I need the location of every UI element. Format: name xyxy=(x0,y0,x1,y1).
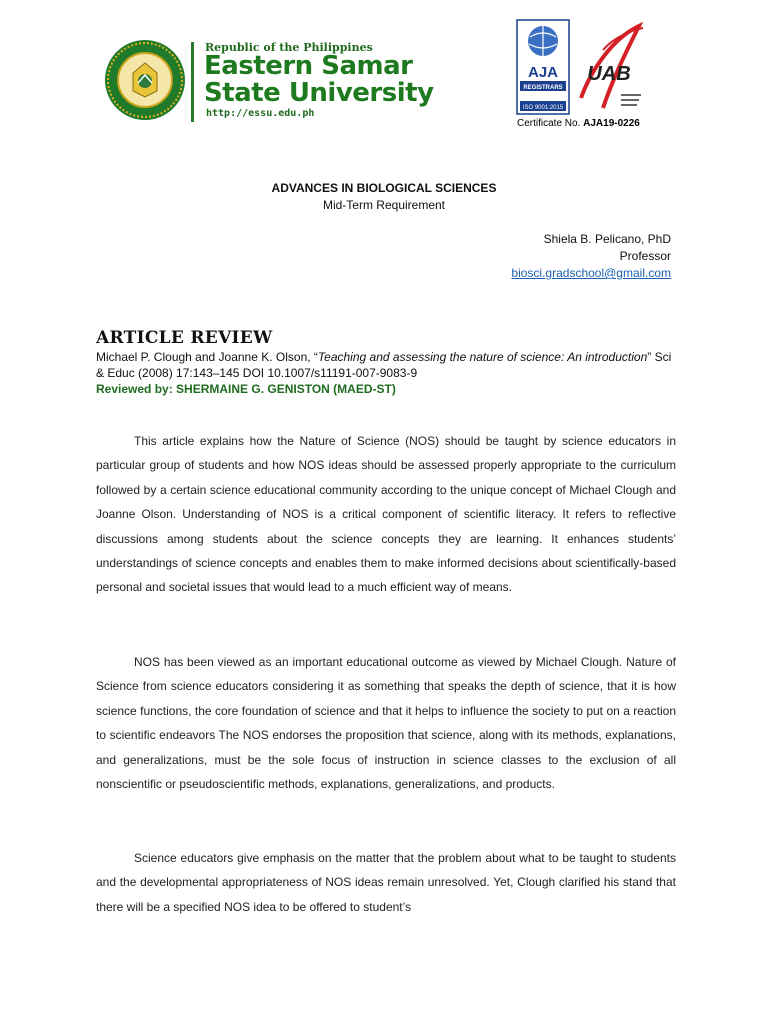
university-name-line2: State University xyxy=(204,78,434,108)
certificate-number xyxy=(517,118,640,129)
aja-logo-text: AJA xyxy=(527,64,559,81)
course-title: ADVANCES IN BIOLOGICAL SCIENCES xyxy=(271,181,497,195)
aja-registrars-logo xyxy=(516,19,570,115)
uab-accreditation-logo xyxy=(573,20,645,116)
certificate-value: AJA19-0226 xyxy=(583,118,640,129)
university-name-line1: Eastern Samar xyxy=(204,51,413,81)
article-review-heading: ARTICLE REVIEW xyxy=(96,328,273,348)
university-seal-logo xyxy=(104,39,186,121)
republic-label: Republic of the Philippines xyxy=(205,41,373,54)
aja-iso-text: ISO 9001:2015 xyxy=(522,105,564,111)
university-url: http://essu.edu.ph xyxy=(206,108,315,119)
certificate-label: Certificate No. xyxy=(517,118,581,129)
professor-block xyxy=(511,231,671,282)
body-paragraph: Science educators give emphasis on the matter that the problem about what to be taught to students and the developmental appropriateness of NOS ideas remain unresolved. Yet, Clough clarified his stand that there will be a specified NOS idea to be offered to student’s xyxy=(96,851,676,914)
university-name xyxy=(204,53,434,107)
professor-name: Shiela B. Pelicano, PhD xyxy=(543,232,671,246)
article-citation xyxy=(96,349,676,381)
professor-title: Professor xyxy=(619,249,671,263)
professor-email-link[interactable]: biosci.gradschool@gmail.com xyxy=(511,266,671,280)
body-paragraph: NOS has been viewed as an important educational outcome as viewed by Michael Clough. Nature of Science from science educators considering it as something that speaks the depth of science, that it is how science functions, the core foundation of science and that it helps to influence the society to put on a reaction to scientific endeavors The NOS endorses the proposition that science, along with its methods, explanations, and generalizations, must be the sole focus of instruction in science classes to the exclusion of all nonscientific or pseudoscientific methods, explanations, generalizations, and products. xyxy=(96,655,676,792)
citation-article-title: Teaching and assessing the nature of science: An introduction xyxy=(317,350,648,364)
reviewed-by: Reviewed by: SHERMAINE G. GENISTON (MAED-ST) xyxy=(96,382,396,396)
header-divider xyxy=(191,42,194,122)
aja-registrars-text: REGISTRARS xyxy=(523,85,563,91)
uab-logo-text: UAB xyxy=(587,63,631,85)
body-paragraph: This article explains how the Nature of Science (NOS) should be taught by science educators in particular group of students and how NOS ideas should be assessed properly appropriate to the curriculum followed by a certain science educational community according to the unique concept of Michael Clough and Joanne Olson. Understanding of NOS is a critical component of scientific literacy. It refers to reflective discussions among students about the science concepts they are learning. It enhances students’ understandings of science concepts and enables them to make informed decisions about scientifically-based personal and societal issues that would lead to a much efficient way of means. xyxy=(96,434,676,595)
citation-authors: Michael P. Clough and Joanne K. Olson, “ xyxy=(96,350,318,364)
citation-source: ” Sci & Educ (2008) 17:143–145 DOI 10.1007/s11191-007-9083-9 xyxy=(96,350,672,380)
requirement-label: Mid-Term Requirement xyxy=(322,198,446,212)
